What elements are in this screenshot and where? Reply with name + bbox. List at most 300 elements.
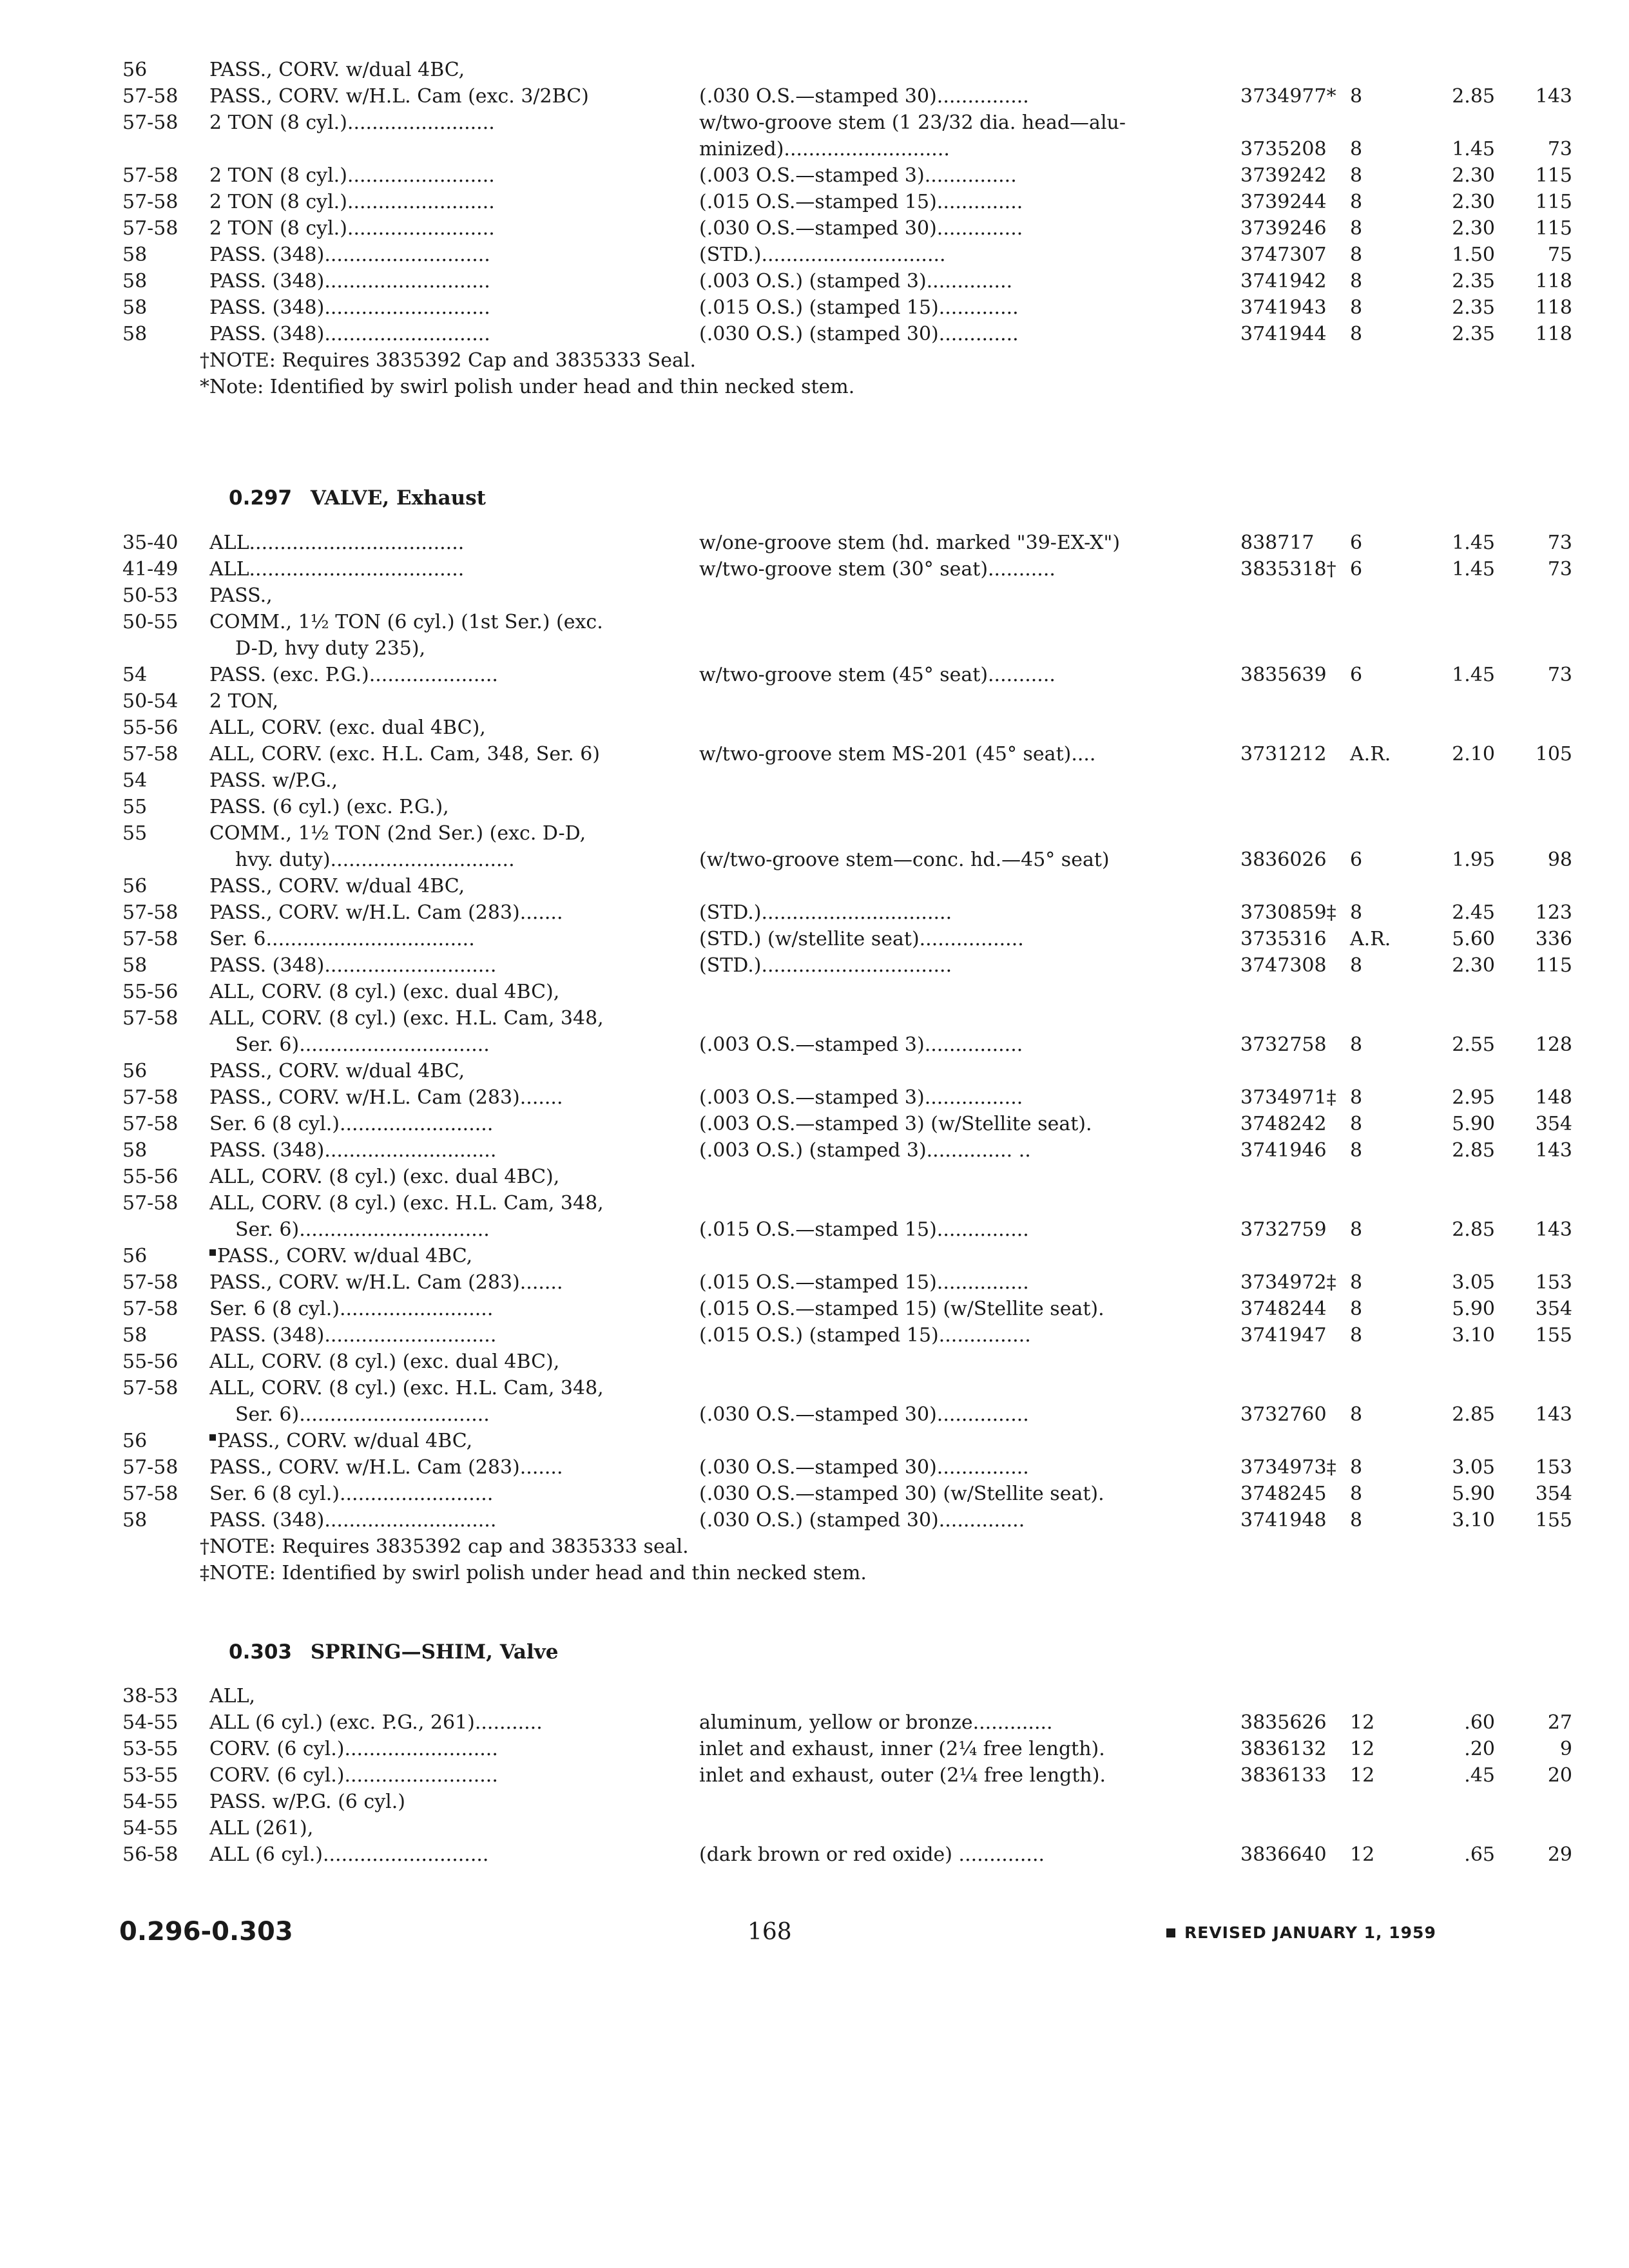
description: (.003 O.S.) (stamped 3).............. .. bbox=[699, 1139, 1031, 1162]
quantity: 6 bbox=[1350, 532, 1363, 554]
application-line: PASS., CORV. w/H.L. Cam (exc. 3/2BC) bbox=[209, 85, 589, 108]
application-line: ALL, CORV. (8 cyl.) (exc. H.L. Cam, 348, bbox=[209, 1192, 604, 1215]
row-values bbox=[110, 1269, 1572, 1296]
table-row bbox=[110, 321, 1572, 347]
application-line: ALL................................... bbox=[209, 532, 465, 554]
row-values bbox=[110, 1216, 1572, 1243]
year-range: 56 bbox=[122, 1430, 148, 1452]
application-line: PASS. (348)........................... bbox=[209, 323, 490, 345]
table-row bbox=[110, 294, 1572, 321]
description: (.003 O.S.—stamped 3)............... bbox=[699, 164, 1017, 187]
year-range: 54-55 bbox=[122, 1817, 178, 1840]
exhaust-valve-heading bbox=[229, 486, 486, 510]
list-price: 123 bbox=[1535, 901, 1572, 924]
year-range: 50-53 bbox=[122, 584, 178, 607]
row-values bbox=[110, 1322, 1572, 1349]
application-line: CORV. (6 cyl.)......................... bbox=[209, 1764, 498, 1787]
spring-shim-heading bbox=[229, 1640, 559, 1664]
quantity: 8 bbox=[1350, 1086, 1363, 1109]
application-line: PASS. (348)........................... bbox=[209, 244, 490, 266]
price: 2.30 bbox=[1452, 954, 1495, 977]
quantity: 8 bbox=[1350, 1271, 1363, 1294]
price: 5.90 bbox=[1452, 1298, 1495, 1320]
row-values bbox=[110, 582, 1476, 609]
application-line: ALL (261), bbox=[209, 1817, 314, 1840]
quantity: 8 bbox=[1350, 323, 1363, 345]
application-line: ALL (6 cyl.)........................... bbox=[209, 1843, 489, 1866]
price: 2.35 bbox=[1452, 296, 1495, 319]
application-line: Ser. 6)............................... bbox=[235, 1403, 490, 1426]
year-range: 56 bbox=[122, 875, 148, 898]
part-number: 3741947 bbox=[1240, 1324, 1327, 1347]
table-row bbox=[110, 1349, 1476, 1375]
year-range: 58 bbox=[122, 1509, 148, 1532]
list-price: 155 bbox=[1535, 1509, 1572, 1532]
year-range: 56-58 bbox=[122, 1843, 178, 1866]
table-row bbox=[110, 530, 1572, 556]
year-range: 56 bbox=[122, 1245, 148, 1267]
description: w/two-groove stem (1 23/32 dia. head—alu- bbox=[699, 111, 1126, 134]
table-row bbox=[110, 1084, 1572, 1111]
year-range: 57-58 bbox=[122, 85, 178, 108]
part-number: 3835318† bbox=[1240, 558, 1336, 581]
year-range: 58 bbox=[122, 270, 148, 293]
description: (STD.)............................... bbox=[699, 901, 952, 924]
part-number: 3835626 bbox=[1240, 1711, 1327, 1734]
part-number: 3730859‡ bbox=[1240, 901, 1336, 924]
price: 2.55 bbox=[1452, 1033, 1495, 1056]
application-line: ALL, CORV. (8 cyl.) (exc. dual 4BC), bbox=[209, 1350, 560, 1373]
table-row bbox=[110, 1736, 1572, 1762]
description: (.030 O.S.—stamped 30)............... bbox=[699, 1456, 1029, 1479]
table-row bbox=[110, 715, 1476, 741]
year-range: 57-58 bbox=[122, 901, 178, 924]
part-number: 3732758 bbox=[1240, 1033, 1327, 1056]
list-price: 73 bbox=[1547, 664, 1572, 686]
list-price: 115 bbox=[1535, 164, 1572, 187]
year-range: 38-53 bbox=[122, 1685, 178, 1707]
application-line: ALL, CORV. (exc. dual 4BC), bbox=[209, 716, 486, 739]
part-number: 838717 bbox=[1240, 532, 1315, 554]
row-values bbox=[110, 1032, 1572, 1058]
part-number: 3732760 bbox=[1240, 1403, 1327, 1426]
application-line: Ser. 6 (8 cyl.)......................... bbox=[209, 1298, 494, 1320]
quantity: 8 bbox=[1350, 901, 1363, 924]
description: (STD.).............................. bbox=[699, 244, 946, 266]
year-range: 55-56 bbox=[122, 716, 178, 739]
year-range: 55 bbox=[122, 822, 148, 845]
list-price: 143 bbox=[1535, 1139, 1572, 1162]
table-row bbox=[110, 794, 1476, 820]
row-values bbox=[110, 979, 1476, 1005]
table-row bbox=[110, 662, 1572, 688]
table-row bbox=[110, 1428, 1476, 1454]
row-values bbox=[110, 189, 1572, 215]
price: .20 bbox=[1464, 1738, 1495, 1760]
application-line: PASS. w/P.G. (6 cyl.) bbox=[209, 1791, 405, 1813]
list-price: 155 bbox=[1535, 1324, 1572, 1347]
quantity: 8 bbox=[1350, 1456, 1363, 1479]
application-line: ALL (6 cyl.) (exc. P.G., 261)........... bbox=[209, 1711, 543, 1734]
application-line: 2 TON, bbox=[209, 690, 279, 713]
year-range: 56 bbox=[122, 59, 148, 81]
table-row bbox=[110, 1762, 1572, 1789]
row-values bbox=[110, 1428, 1476, 1454]
table-row bbox=[110, 242, 1572, 268]
list-price: 118 bbox=[1535, 323, 1572, 345]
description: inlet and exhaust, outer (2¼ free length). bbox=[699, 1764, 1106, 1787]
quantity: 6 bbox=[1350, 849, 1363, 871]
list-price: 118 bbox=[1535, 296, 1572, 319]
list-price: 143 bbox=[1535, 1218, 1572, 1241]
list-price: 148 bbox=[1535, 1086, 1572, 1109]
year-range: 57-58 bbox=[122, 1113, 178, 1135]
table-row bbox=[110, 268, 1572, 294]
row-values bbox=[110, 110, 1476, 136]
description: (.030 O.S.—stamped 30) (w/Stellite seat). bbox=[699, 1483, 1104, 1505]
row-values bbox=[110, 662, 1572, 688]
description: (.030 O.S.—stamped 30).............. bbox=[699, 217, 1023, 240]
year-range: 57-58 bbox=[122, 1483, 178, 1505]
description: (.030 O.S.—stamped 30)............... bbox=[699, 85, 1029, 108]
part-number: 3748244 bbox=[1240, 1298, 1327, 1320]
year-range: 56 bbox=[122, 1060, 148, 1082]
application-line: PASS. (6 cyl.) (exc. P.G.), bbox=[209, 796, 449, 818]
application-line: 2 TON (8 cyl.)........................ bbox=[209, 191, 495, 213]
quantity: 12 bbox=[1350, 1738, 1375, 1760]
list-price: 118 bbox=[1535, 270, 1572, 293]
list-price: 153 bbox=[1535, 1271, 1572, 1294]
quantity: A.R. bbox=[1350, 743, 1391, 765]
year-range: 53-55 bbox=[122, 1764, 178, 1787]
year-range: 55-56 bbox=[122, 981, 178, 1003]
application-line: PASS., CORV. w/H.L. Cam (283)....... bbox=[209, 901, 563, 924]
row-values bbox=[110, 1084, 1572, 1111]
table-row bbox=[110, 1683, 1476, 1709]
quantity: 8 bbox=[1350, 164, 1363, 187]
year-range: 35-40 bbox=[122, 532, 178, 554]
price: .65 bbox=[1464, 1843, 1495, 1866]
table-row bbox=[110, 1841, 1572, 1868]
year-range: 57-58 bbox=[122, 191, 178, 213]
application-line: ALL, CORV. (8 cyl.) (exc. dual 4BC), bbox=[209, 981, 560, 1003]
revised-square-icon bbox=[1166, 1928, 1175, 1937]
year-range: 53-55 bbox=[122, 1738, 178, 1760]
row-values bbox=[110, 242, 1572, 268]
application-line: ALL................................... bbox=[209, 558, 465, 581]
description: (w/two-groove stem—conc. hd.—45° seat) bbox=[699, 849, 1110, 871]
table-row bbox=[110, 1709, 1572, 1736]
part-number: 3835639 bbox=[1240, 664, 1327, 686]
list-price: 27 bbox=[1547, 1711, 1572, 1734]
year-range: 57-58 bbox=[122, 928, 178, 950]
spring-shim-section bbox=[110, 1683, 1572, 1868]
application-line: Ser. 6 (8 cyl.)......................... bbox=[209, 1483, 494, 1505]
table-row bbox=[110, 162, 1572, 189]
table-row bbox=[110, 1243, 1476, 1269]
quantity: 6 bbox=[1350, 664, 1363, 686]
quantity: 8 bbox=[1350, 1509, 1363, 1532]
part-number: 3836026 bbox=[1240, 849, 1327, 871]
year-range: 57-58 bbox=[122, 1192, 178, 1215]
application-line: Ser. 6)............................... bbox=[235, 1218, 490, 1241]
table-row bbox=[110, 189, 1572, 215]
description: (.003 O.S.) (stamped 3).............. bbox=[699, 270, 1013, 293]
price: 2.30 bbox=[1452, 191, 1495, 213]
table-row bbox=[110, 767, 1476, 794]
application-line: hvy. duty).............................. bbox=[235, 849, 515, 871]
price: 3.10 bbox=[1452, 1324, 1495, 1347]
description: (STD.)............................... bbox=[699, 954, 952, 977]
year-range: 55-56 bbox=[122, 1350, 178, 1373]
part-number: 3836133 bbox=[1240, 1764, 1327, 1787]
section-title: VALVE, Exhaust bbox=[310, 486, 486, 510]
list-price: 128 bbox=[1535, 1033, 1572, 1056]
quantity: 12 bbox=[1350, 1764, 1375, 1787]
application-line: PASS., CORV. w/dual 4BC, bbox=[209, 1060, 465, 1082]
table-row bbox=[110, 952, 1572, 979]
row-values bbox=[110, 847, 1572, 873]
table-row bbox=[110, 899, 1572, 926]
price: .60 bbox=[1464, 1711, 1495, 1734]
table-row bbox=[110, 1296, 1572, 1322]
part-number: 3741944 bbox=[1240, 323, 1327, 345]
list-price: 73 bbox=[1547, 558, 1572, 581]
part-number: 3836640 bbox=[1240, 1843, 1327, 1866]
year-range: 57-58 bbox=[122, 164, 178, 187]
application-line: 2 TON (8 cyl.)........................ bbox=[209, 164, 495, 187]
description: (.030 O.S.) (stamped 30)............. bbox=[699, 323, 1019, 345]
quantity: A.R. bbox=[1350, 928, 1391, 950]
row-values bbox=[110, 1401, 1572, 1428]
year-range: 58 bbox=[122, 1139, 148, 1162]
table-row bbox=[110, 1137, 1572, 1164]
exhaust-valve-section bbox=[110, 530, 1572, 1586]
price: 3.05 bbox=[1452, 1271, 1495, 1294]
price: 2.35 bbox=[1452, 270, 1495, 293]
list-price: 336 bbox=[1535, 928, 1572, 950]
description: (.015 O.S.) (stamped 15)............. bbox=[699, 296, 1019, 319]
part-number: 3734971‡ bbox=[1240, 1086, 1336, 1109]
application-line: PASS. (348)............................ bbox=[209, 954, 497, 977]
description: inlet and exhaust, inner (2¼ free length). bbox=[699, 1738, 1105, 1760]
quantity: 12 bbox=[1350, 1843, 1375, 1866]
row-values bbox=[110, 1762, 1572, 1789]
price: .45 bbox=[1464, 1764, 1495, 1787]
application-line: 2 TON (8 cyl.)........................ bbox=[209, 111, 495, 134]
part-number: 3748242 bbox=[1240, 1113, 1327, 1135]
table-row bbox=[110, 136, 1572, 162]
part-number: 3741943 bbox=[1240, 296, 1327, 319]
table-row bbox=[110, 1190, 1572, 1243]
part-number: 3735316 bbox=[1240, 928, 1327, 950]
quantity: 8 bbox=[1350, 1298, 1363, 1320]
year-range: 58 bbox=[122, 954, 148, 977]
valve-intake-continued-section bbox=[110, 57, 1572, 400]
row-values bbox=[110, 530, 1572, 556]
description: w/two-groove stem (30° seat)........... bbox=[699, 558, 1055, 581]
table-row bbox=[110, 215, 1572, 242]
year-range: 57-58 bbox=[122, 1456, 178, 1479]
price: 2.35 bbox=[1452, 323, 1495, 345]
table-row bbox=[110, 1789, 1476, 1815]
application-line: COMM., 1½ TON (6 cyl.) (1st Ser.) (exc. bbox=[209, 611, 603, 633]
year-range: 57-58 bbox=[122, 1377, 178, 1399]
list-price: 153 bbox=[1535, 1456, 1572, 1479]
year-range: 50-55 bbox=[122, 611, 178, 633]
row-values bbox=[110, 952, 1572, 979]
application-line: Ser. 6)............................... bbox=[235, 1033, 490, 1056]
application-line: PASS., bbox=[209, 584, 273, 607]
table-row bbox=[110, 582, 1476, 609]
price: 1.45 bbox=[1452, 558, 1495, 581]
table-row bbox=[110, 1269, 1572, 1296]
revision-text: REVISED JANUARY 1, 1959 bbox=[1184, 1923, 1436, 1942]
list-price: 98 bbox=[1547, 849, 1572, 871]
quantity: 8 bbox=[1350, 1483, 1363, 1505]
quantity: 8 bbox=[1350, 191, 1363, 213]
price: 2.95 bbox=[1452, 1086, 1495, 1109]
list-price: 105 bbox=[1535, 743, 1572, 765]
description: (.015 O.S.—stamped 15)............... bbox=[699, 1218, 1029, 1241]
table-row bbox=[110, 1058, 1476, 1084]
year-range: 41-49 bbox=[122, 558, 178, 581]
price: 5.90 bbox=[1452, 1113, 1495, 1135]
footnote: †NOTE: Requires 3835392 Cap and 3835333 Seal. bbox=[200, 349, 697, 372]
row-values bbox=[110, 741, 1572, 767]
list-price: 115 bbox=[1535, 191, 1572, 213]
row-values bbox=[110, 1349, 1476, 1375]
quantity: 8 bbox=[1350, 296, 1363, 319]
application-line: COMM., 1½ TON (2nd Ser.) (exc. D-D, bbox=[209, 822, 586, 845]
list-price: 143 bbox=[1535, 85, 1572, 108]
price: 1.50 bbox=[1452, 244, 1495, 266]
price: 2.30 bbox=[1452, 164, 1495, 187]
list-price: 75 bbox=[1547, 244, 1572, 266]
list-price: 20 bbox=[1547, 1764, 1572, 1787]
quantity: 8 bbox=[1350, 270, 1363, 293]
list-price: 73 bbox=[1547, 532, 1572, 554]
table-row bbox=[110, 926, 1572, 952]
quantity: 8 bbox=[1350, 954, 1363, 977]
table-row bbox=[110, 83, 1572, 110]
part-number: 3836132 bbox=[1240, 1738, 1327, 1760]
part-number: 3748245 bbox=[1240, 1483, 1327, 1505]
application-line: ALL, CORV. (8 cyl.) (exc. H.L. Cam, 348, bbox=[209, 1007, 604, 1030]
row-values bbox=[110, 1058, 1476, 1084]
year-range: 57-58 bbox=[122, 1086, 178, 1109]
table-row bbox=[110, 1005, 1572, 1058]
part-number: 3739246 bbox=[1240, 217, 1327, 240]
description: (.030 O.S.—stamped 30)............... bbox=[699, 1403, 1029, 1426]
row-values bbox=[110, 83, 1572, 110]
row-values bbox=[110, 873, 1476, 899]
table-row bbox=[110, 609, 1476, 662]
row-values bbox=[110, 1454, 1572, 1481]
application-line: PASS., CORV. w/H.L. Cam (283)....... bbox=[209, 1271, 563, 1294]
price: 1.45 bbox=[1452, 664, 1495, 686]
row-values bbox=[110, 136, 1572, 162]
section-title: SPRING—SHIM, Valve bbox=[310, 1640, 559, 1664]
price: 2.45 bbox=[1452, 901, 1495, 924]
quantity: 8 bbox=[1350, 1403, 1363, 1426]
quantity: 6 bbox=[1350, 558, 1363, 581]
part-number: 3732759 bbox=[1240, 1218, 1327, 1241]
list-price: 9 bbox=[1559, 1738, 1572, 1760]
footnote: *Note: Identified by swirl polish under head and thin necked stem. bbox=[200, 376, 855, 398]
row-values bbox=[110, 162, 1572, 189]
application-line: PASS., CORV. w/dual 4BC, bbox=[209, 1428, 725, 1454]
price: 1.45 bbox=[1452, 138, 1495, 160]
list-price: 354 bbox=[1535, 1483, 1572, 1505]
application-line: 2 TON (8 cyl.)........................ bbox=[209, 217, 495, 240]
part-number: 3741948 bbox=[1240, 1509, 1327, 1532]
table-row bbox=[110, 741, 1572, 767]
description: (dark brown or red oxide) .............. bbox=[699, 1843, 1045, 1866]
year-range: 57-58 bbox=[122, 743, 178, 765]
table-row bbox=[110, 1815, 1476, 1841]
price: 2.30 bbox=[1452, 217, 1495, 240]
description: (.030 O.S.) (stamped 30).............. bbox=[699, 1509, 1025, 1532]
row-values bbox=[110, 1683, 1476, 1709]
year-range: 58 bbox=[122, 244, 148, 266]
description: w/two-groove stem (45° seat)........... bbox=[699, 664, 1055, 686]
list-price: 115 bbox=[1535, 954, 1572, 977]
row-values bbox=[110, 294, 1572, 321]
application-line: PASS., CORV. w/H.L. Cam (283)....... bbox=[209, 1086, 563, 1109]
list-price: 354 bbox=[1535, 1113, 1572, 1135]
row-values bbox=[110, 1709, 1572, 1736]
price: 1.95 bbox=[1452, 849, 1495, 871]
application-line: ALL, bbox=[209, 1685, 256, 1707]
description: (.003 O.S.—stamped 3)................ bbox=[699, 1033, 1023, 1056]
price: 2.85 bbox=[1452, 85, 1495, 108]
quantity: 8 bbox=[1350, 1139, 1363, 1162]
row-values bbox=[110, 268, 1572, 294]
table-row bbox=[110, 688, 1476, 715]
table-row bbox=[110, 1322, 1572, 1349]
application-line: ALL, CORV. (8 cyl.) (exc. dual 4BC), bbox=[209, 1166, 560, 1188]
row-values bbox=[110, 57, 1476, 83]
application-line: PASS., CORV. w/H.L. Cam (283)....... bbox=[209, 1456, 563, 1479]
price: 1.45 bbox=[1452, 532, 1495, 554]
table-row bbox=[110, 979, 1476, 1005]
description: (.003 O.S.—stamped 3)................ bbox=[699, 1086, 1023, 1109]
application-line: PASS., CORV. w/dual 4BC, bbox=[209, 1243, 725, 1269]
footnote: ‡NOTE: Identified by swirl polish under head and thin necked stem. bbox=[200, 1562, 867, 1584]
row-values bbox=[110, 556, 1572, 582]
list-price: 73 bbox=[1547, 138, 1572, 160]
table-row bbox=[110, 1375, 1572, 1428]
application-line: PASS. (348)........................... bbox=[209, 270, 490, 293]
year-range: 54 bbox=[122, 769, 148, 792]
table-row bbox=[110, 57, 1476, 83]
table-row bbox=[110, 1481, 1572, 1507]
table-row bbox=[110, 820, 1572, 873]
section-number: 0.303 bbox=[229, 1640, 293, 1664]
application-line: PASS. (exc. P.G.)..................... bbox=[209, 664, 498, 686]
table-row bbox=[110, 110, 1476, 136]
price: 2.85 bbox=[1452, 1139, 1495, 1162]
price: 2.10 bbox=[1452, 743, 1495, 765]
page-range-label: 0.296-0.303 bbox=[119, 1917, 293, 1946]
quantity: 8 bbox=[1350, 138, 1363, 160]
description: w/one-groove stem (hd. marked "39-EX-X") bbox=[699, 532, 1121, 554]
description: (.015 O.S.—stamped 15) (w/Stellite seat). bbox=[699, 1298, 1104, 1320]
row-values bbox=[110, 1137, 1572, 1164]
row-values bbox=[110, 635, 1476, 662]
part-number: 3734973‡ bbox=[1240, 1456, 1336, 1479]
